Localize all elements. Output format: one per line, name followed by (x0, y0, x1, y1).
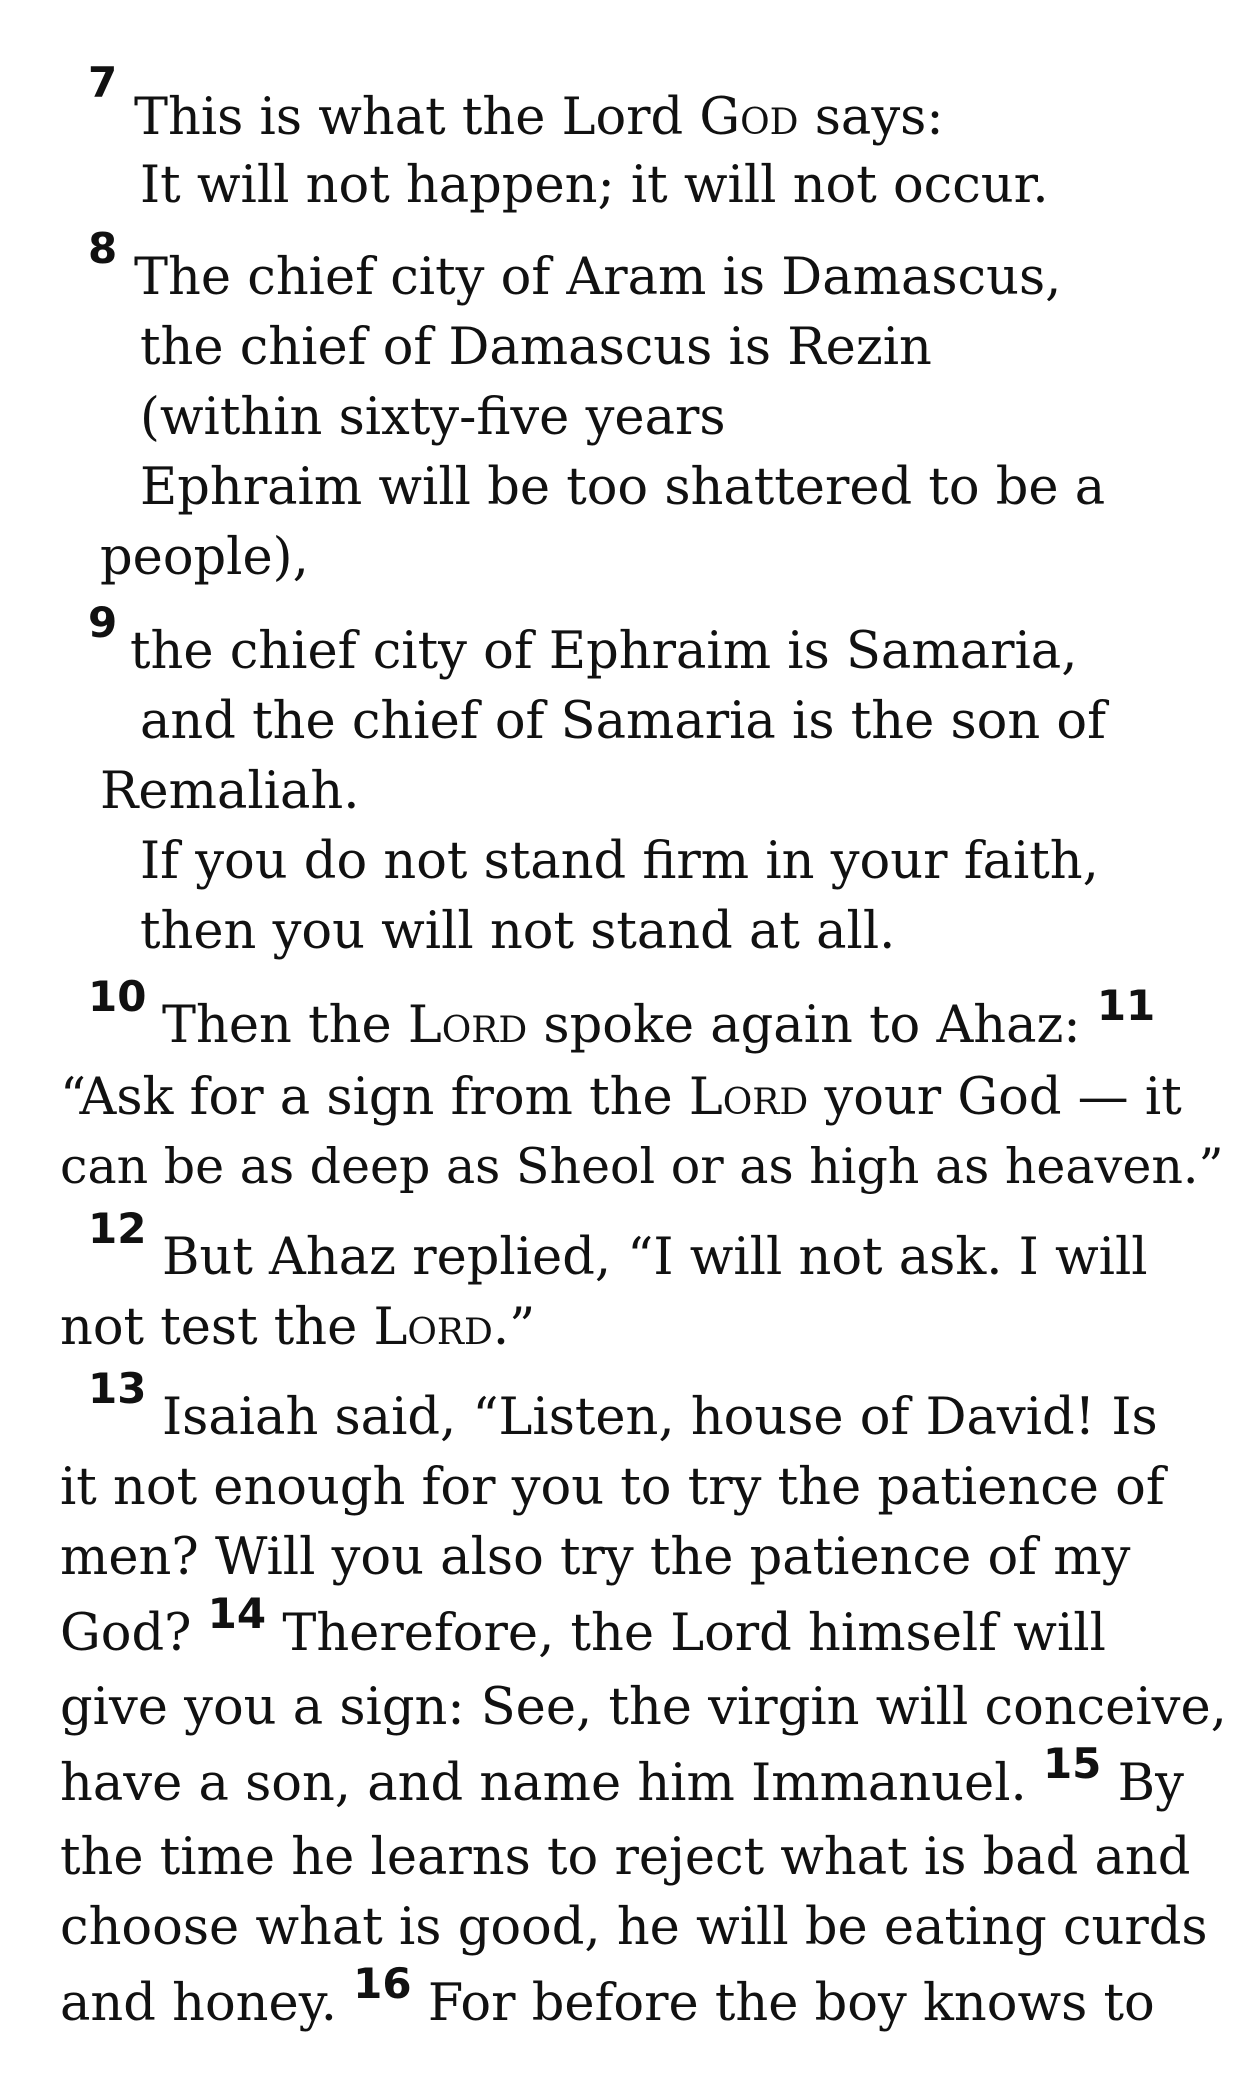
verse-number-7: 7 (88, 58, 118, 107)
verse-10-lord-smallcaps: Lord (407, 996, 528, 1055)
verse-13-line-1: Isaiah said, “Listen, house of David! Is (162, 1388, 1158, 1447)
verse-15-text-a: By (1101, 1754, 1184, 1813)
verse-15-line-7: the time he learns to reject what is bad and (60, 1828, 1191, 1887)
verse-11-line-3: can be as deep as Sheol or as high as heaven.” (60, 1138, 1224, 1195)
verse-15-line-8: choose what is good, he will be eating curds (60, 1898, 1208, 1957)
verse-number-13: 13 (88, 1364, 147, 1413)
verse-11-text-a: “Ask for a sign from the (60, 1068, 689, 1127)
verse-number-11: 11 (1096, 981, 1156, 1030)
verse-11-text-b: your God — it (808, 1068, 1182, 1127)
verse-13-line-2: it not enough for you to try the patience of (60, 1458, 1165, 1517)
verse-7-line-1 (134, 88, 944, 147)
verse-12-text-a: not test the (60, 1298, 374, 1357)
verse-11-line-2 (60, 1068, 1182, 1127)
verse-number-9: 9 (88, 598, 118, 647)
verse-number-16: 16 (353, 1959, 412, 2008)
verse-number-12: 12 (88, 1204, 147, 1253)
verse-11-lord-smallcaps: Lord (688, 1068, 809, 1127)
verse-number-10: 10 (88, 972, 147, 1021)
verse-8-line-3: (within sixty-five years (140, 388, 726, 447)
verse-10-text-a: Then the (162, 996, 408, 1055)
verse-16-text-a: For before the boy knows to (411, 1974, 1155, 2033)
verse-7-text-a: This is what the Lord (134, 88, 700, 147)
verse-15-line-9 (60, 1959, 1155, 2033)
verse-number-15: 15 (1042, 1739, 1102, 1788)
verse-13-line-4 (60, 1589, 1106, 1663)
verse-14-text-a: Therefore, the Lord himself will (266, 1604, 1106, 1663)
verse-number-14: 14 (207, 1589, 267, 1638)
verse-8-line-2: the chief of Damascus is Rezin (140, 318, 932, 377)
verse-9-line-1: the chief city of Ephraim is Samaria, (130, 622, 1078, 681)
verse-7-line-2: It will not happen; it will not occur. (140, 156, 1049, 215)
verse-9-line-5: then you will not stand at all. (140, 902, 896, 961)
verse-12-line-1: But Ahaz replied, “I will not ask. I will (162, 1228, 1148, 1287)
verse-8-line-5: people), (100, 528, 309, 587)
verse-7-text-b: says: (798, 88, 944, 147)
verse-12-line-2 (60, 1298, 536, 1357)
verse-10-text-b: spoke again to Ahaz: (527, 996, 1097, 1055)
verse-13-line-3: men? Will you also try the patience of my (60, 1528, 1131, 1587)
verse-15-text-end: and honey. (60, 1974, 354, 2033)
verse-8-line-1: The chief city of Aram is Damascus, (134, 248, 1062, 307)
verse-8-line-4: Ephraim will be too shattered to be a (140, 458, 1106, 517)
verse-12-text-b: .” (492, 1298, 536, 1357)
verse-7-god-smallcaps: God (699, 88, 799, 147)
verse-number-8: 8 (88, 224, 118, 273)
verse-9-line-3: Remaliah. (100, 762, 360, 821)
verse-9-line-4: If you do not stand firm in your faith, (140, 832, 1099, 891)
verse-9-line-2: and the chief of Samaria is the son of (140, 692, 1106, 751)
verse-13-text-end: God? (60, 1604, 208, 1663)
verse-10-line-1 (162, 981, 1156, 1055)
verse-12-lord-smallcaps: Lord (373, 1298, 493, 1357)
verse-14-text-end: have a son, and name him Immanuel. (60, 1754, 1043, 1813)
verse-14-line-6 (60, 1739, 1184, 1813)
verse-14-line-5: give you a sign: See, the virgin will conceive, (60, 1678, 1227, 1737)
